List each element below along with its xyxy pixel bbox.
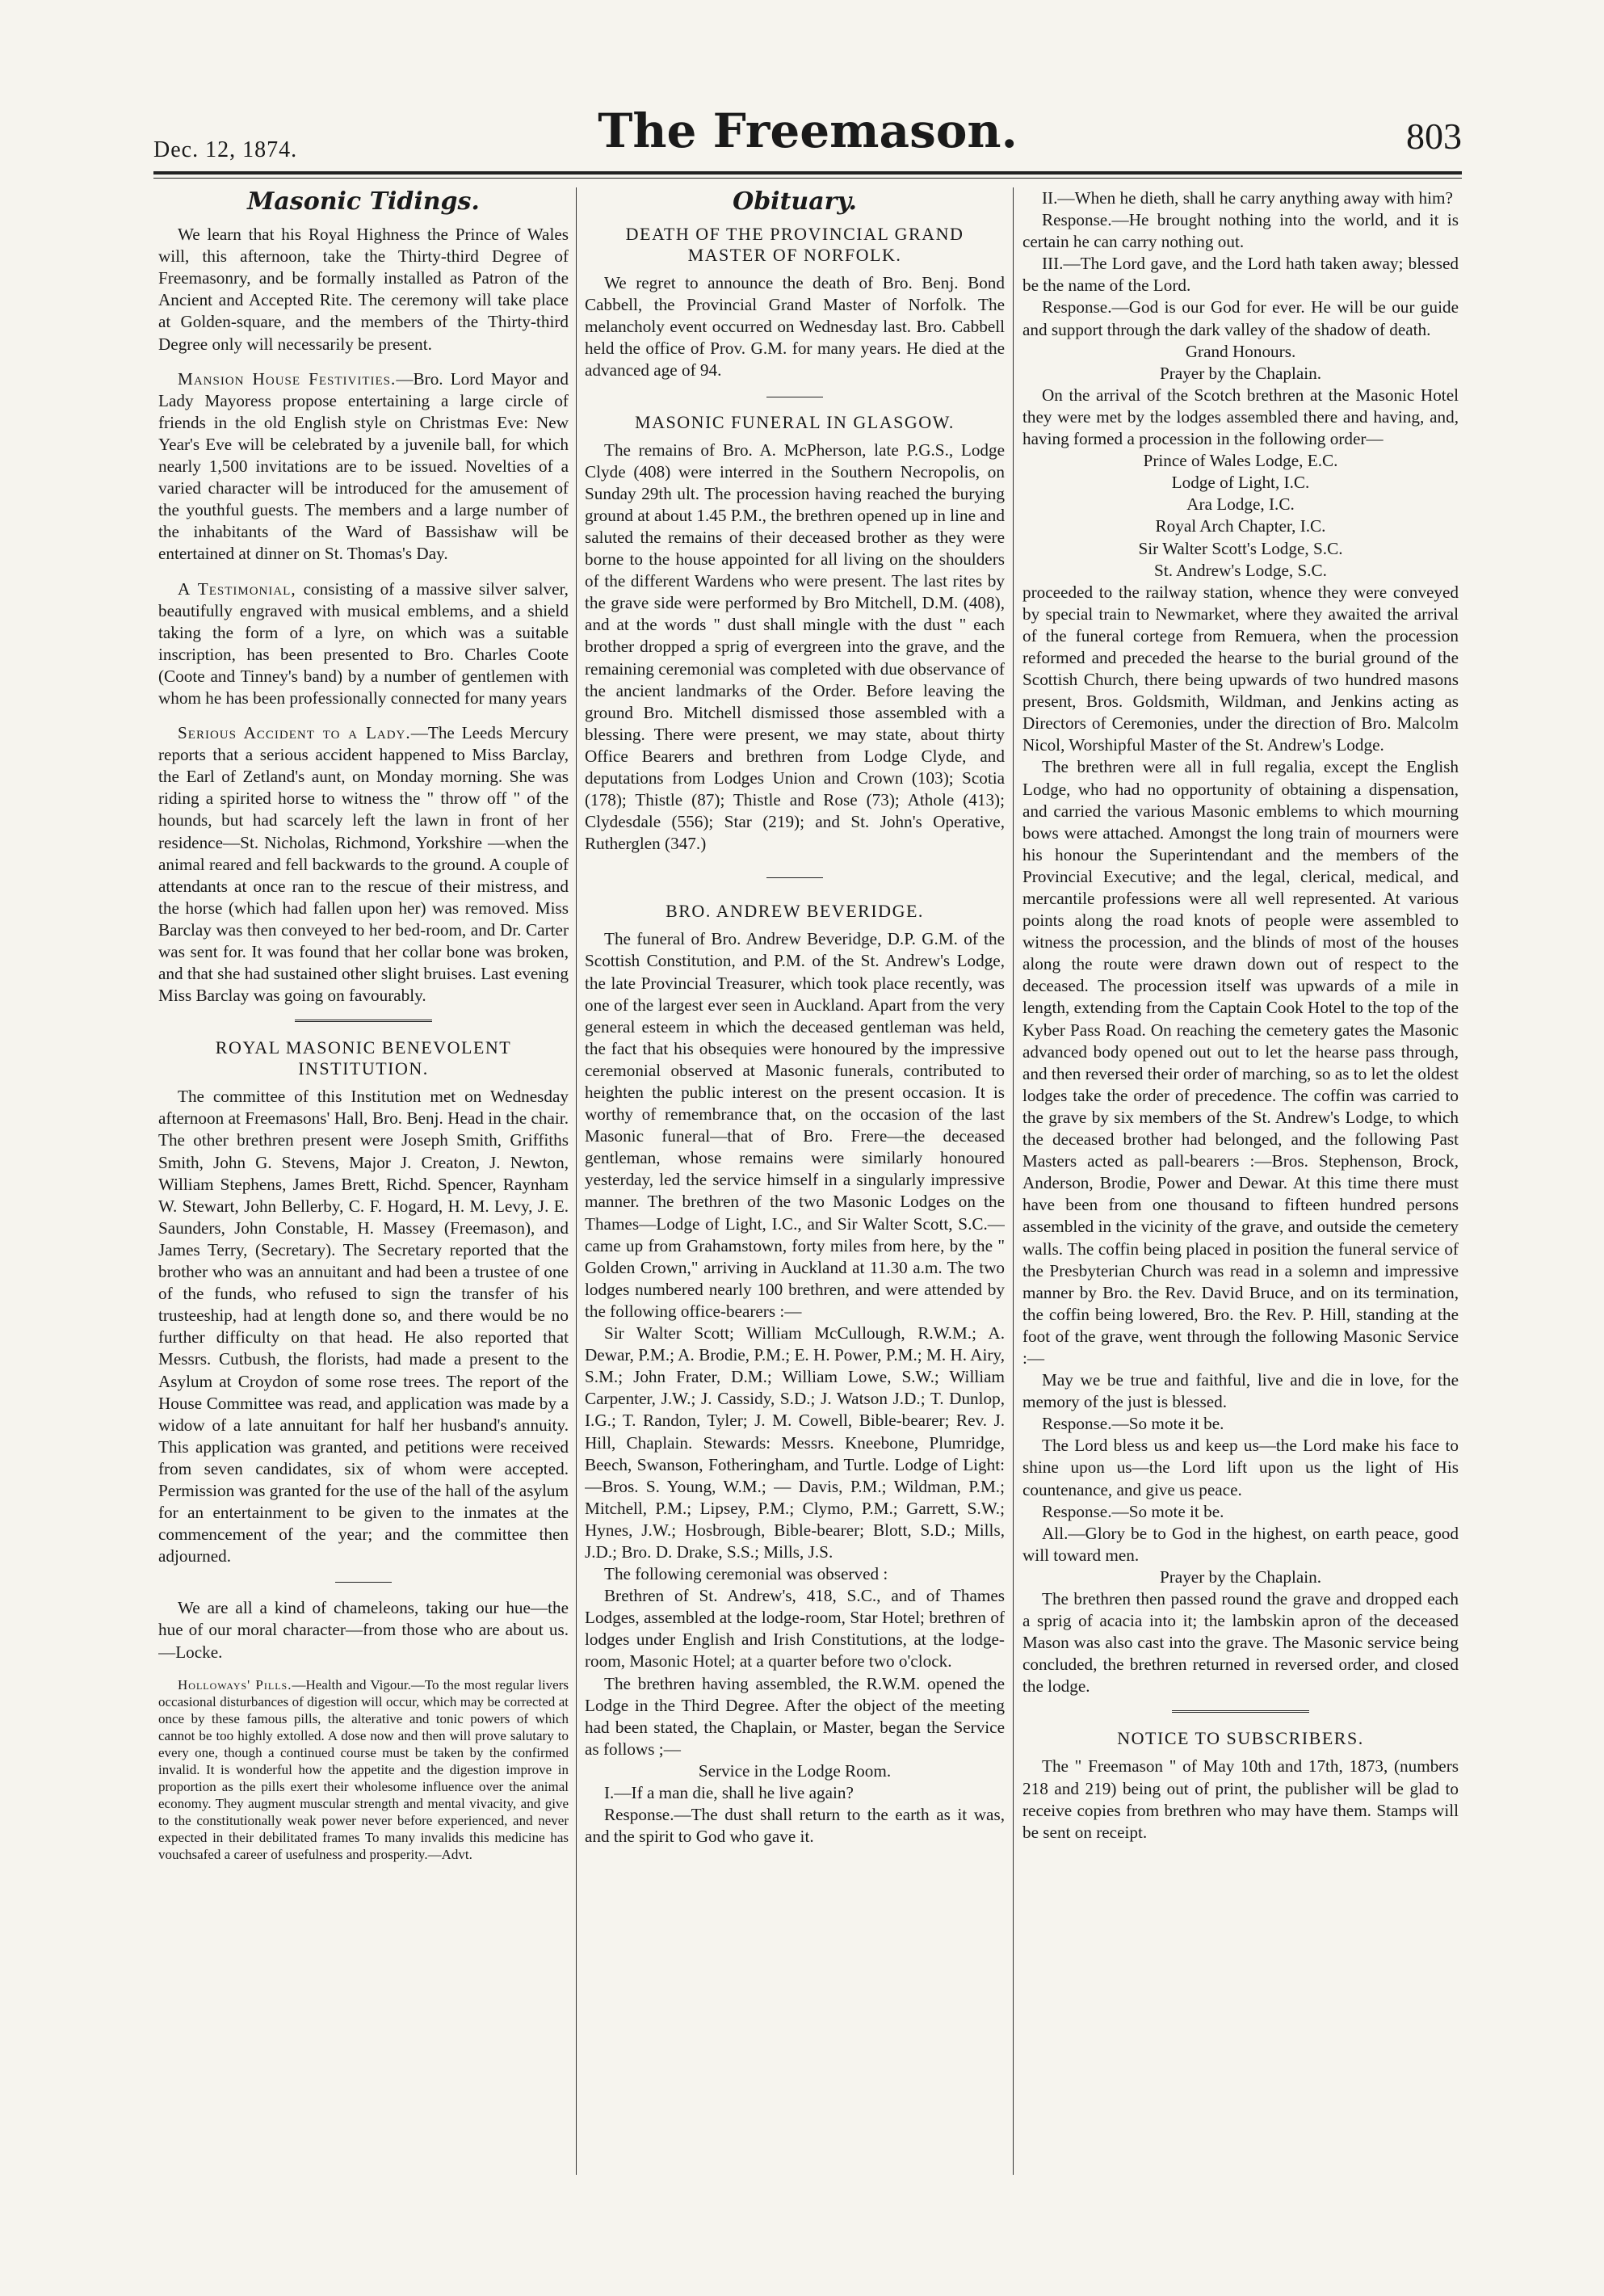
column-divider-2 (1013, 187, 1014, 2175)
service-paragraph: Response.—The dust shall return to the earth as it was, and the spirit to God who gave it. (585, 1805, 1005, 1847)
newspaper-title: The Freemason. (598, 103, 1018, 158)
article-heading-glasgow: MASONIC FUNERAL IN GLASGOW. (635, 411, 955, 432)
service-paragraph: May we be true and faithful, live and die in love, for the memory of the just is blessed. (1022, 1370, 1459, 1412)
column-1 (158, 187, 569, 2175)
beveridge-paragraph: Sir Walter Scott; William McCullough, R.W.M.; A. Dewar, P.M.; A. Brodie, P.M.; E. H. Power, P.M.; M. H. Airy, S.M.; John Frater, D.M.; William Lowe, S.W.; William Carpenter, J.W.; J. Cassidy, S.D.; J. Watson J.D.; T. Dunlop, I.G.; T. Randon, Tyler; J. M. Cowell, Bible-bearer; Rev. J. Hill, Chaplain. Stewards: Messrs. Kneebone, Plumridge, Beech, Swanson, Fotheringham, and Turtle. Lodge of Light:—Bros. S. Young, W.M.; — Davis, P.M.; Wildman, P.M.; Mitchell, P.M.; Lipsey, P.M.; Clymo, P.M.; Garrett, S.W.; Hynes, J.W.; Hosbrough, Bible-bearer; Blott, S.D.; Mills, J.D.; Bro. D. Drake, S.S.; Mills, J.S. (585, 1323, 1005, 1562)
accident-paragraph (158, 722, 569, 1007)
prayer-line: Prayer by the Chaplain. (1159, 363, 1322, 383)
rmbi-paragraph: The committee of this Institution met on Wednesday afternoon at Freemasons' Hall, Bro. Benj. Head in the chair. The other brethren present were Joseph Smith, Griffiths Smith, John G. Stevens, Major J. Creaton, J. Newton, William Stephens, James Brett, Richd. Spencer, Raynham W. Stewart, John Bellerby, C. F. Hogard, H. M. Levy, J. E. Saunders, John Constable, H. Massey (Freemason), and James Terry, (Secretary). The Secretary reported that the brother who was an annuitant and had been a trustee of one of the funds, who refused to sign the transfer of his trusteeship, had at length done so, and there would be no further difficulty on that head. He also reported that Messrs. Cutbush, the florists, had made a present to the Asylum at Croydon of some rose trees. The report of the House Committee was read, and application was made by a widow of a late annuitant for half her husband's annuity. This application was granted, and petitions were received from seven candidates, six of whom were accepted. Permission was granted for the use of the hall of the asylum for an entertainment to be given to the inmates at the commencement of the year; and the committee then adjourned. (158, 1087, 569, 1566)
prayer-line: Prayer by the Chaplain. (1159, 1566, 1322, 1587)
service-paragraph: III.—The Lord gave, and the Lord hath taken away; blessed be the name of the Lord. (1022, 254, 1459, 296)
glasgow-paragraph: The remains of Bro. A. McPherson, late P.G.S., Lodge Clyde (408) were interred in the Southern Necropolis, on Sunday 29th ult. The procession having reached the burying ground at about 1.45 P.M., the brethren opened up in line and saluted the remains of their deceased brother as they were borne to the house appointed for all living on the shoulders of the different Wardens who were present. The last rites by the grave side were performed by Bro Mitchell, D.M. (408), and at the words " dust shall mingle with the dust " each brother dropped a sprig of evergreen into the grave, and the remaining ceremonial was completed with due observance of the ancient landmarks of the Order. Before leaving the ground Bro. Mitchell dismissed those assembled with a blessing. There were present, we may state, about thirty Office Bearers and brethren from Lodge Clyde, and deputations from Lodges Union and Crown (103); Scotia (178); Thistle (87); Thistle and Rose (73); Athole (413); Clydesdale (556); Star (219); and St. John's Operative, Rutherglen (347.) (585, 439, 1005, 854)
masthead (153, 103, 1462, 168)
column-divider-1 (576, 187, 577, 2175)
column-2 (585, 187, 1005, 2175)
beveridge-paragraph: The funeral of Bro. Andrew Beveridge, D.P. G.M. of the Scottish Constitution, and P.M. of the St. Andrew's Lodge, the late Provincial Treasurer, which took place recently, was one of the largest ever seen in Auckland. Apart from the very general esteem in which the deceased gentleman was held, the fact that his obsequies were honoured by the impressive ceremonial observed at Masonic funerals, contributed to heighten the public interest on the present occasion. It is worthy of remembrance that, on the occasion of the last Masonic funeral—that of Bro. Frere—the deceased gentleman, whose remains were similarly honoured yesterday, led the service himself in a singularly impressive manner. The brethren of the two Masonic Lodges on the Thames—Lodge of Light, I.C., and Sir Walter Scott, S.C.—came up from Grahamstown, forty miles from here, by the " Golden Crown," arriving in Auckland at 11.30 a.m. The two lodges numbered nearly 100 brethren, and were attended by the following office-bearers :— (585, 929, 1005, 1321)
beveridge-paragraph: The following ceremonial was observed : (604, 1564, 888, 1584)
procession-item: Ara Lodge, I.C. (1186, 494, 1295, 515)
paragraph-body: consisting of a massive silver salver, beautifully engraved with musical emblems, and a shield taking the form of a lyre, on which was a suitable inscription, has been presented to Bro. Charles Coote (Coote and Tinney's band) by a number of gentlemen with whom he has been professionally connected for many years (158, 578, 569, 708)
section-divider (335, 1582, 392, 1583)
procession-item: Lodge of Light, I.C. (1171, 473, 1310, 493)
closing-paragraph: The brethren then passed round the grave and dropped each a sprig of acacia into it; the lambskin apron of the deceased Mason was also cast into the grave. The Masonic service being concluded, the brethren returned in reversed order, and closed the lodge. (1022, 1589, 1459, 1697)
article-heading-rmbi: ROYAL MASONIC BENEVOLENT INSTITUTION. (215, 1037, 512, 1079)
procession-item: Prince of Wales Lodge, E.C. (1143, 451, 1338, 471)
service-paragraph: I.—If a man die, shall he live again? (604, 1783, 854, 1802)
advert-body: —Health and Vigour.—To the most regular livers occasional disturbances of digestion will occur, which may be corrected at once by these famous pills, the alterative and tonic powers of which cannot be too highly extolled. A dose now and then will prove salutary to every one, though a continued course must be taken by the confirmed invalid. It is wonderful how the appetite and the digestion improve in proportion as the pills exert their wholesome influence over the animal economy. They augment muscular strength and mental vivacity, and give to the constitutionally weak power never before experienced, and never expected in their debilitated frames To many invalids this medicine has vouchsafed a career of usefulness and prosperity.—Advt. (158, 1676, 569, 1862)
notice-paragraph: The " Freemason " of May 10th and 17th, 1873, (numbers 218 and 219) being out of print, the publisher will be glad to receive copies from brethren who may have them. Stamps will be sent on receipt. (1022, 1756, 1459, 1842)
service-paragraph: Response.—So mote it be. (1042, 1501, 1224, 1521)
locke-quote: We are all a kind of chameleons, taking our hue—the hue of our moral character—from those who are about us.—Locke. (158, 1598, 569, 1662)
section-divider (295, 1020, 432, 1024)
article-heading-beveridge: BRO. ANDREW BEVERIDGE. (666, 901, 924, 922)
service-paragraph: II.—When he dieth, shall he carry anything away with him? (1042, 188, 1453, 208)
beveridge-paragraph: Brethren of St. Andrew's, 418, S.C., and of Thames Lodges, assembled at the lodge-room, Star Hotel; brethren of lodges under English and Irish Constitutions, at the lodge-room, Masonic Hotel; at a quarter before two o'clock. (585, 1586, 1005, 1672)
page-number: 803 (1406, 116, 1462, 157)
service-paragraph: Response.—So mote it be. (1042, 1414, 1224, 1434)
procession-paragraph: proceeded to the railway station, whence they were conveyed by special train to Newmarket, where they awaited the arrival of the funeral cortege from Remuera, when the procession reformed and preceded the hearse to the burial ground of the Scottish Church, there being upwards of two hundred masons present, Bros. Goldsmith, Wildman, and Jenkins acting as Directors of Ceremonies, under the direction of Bro. Malcolm Nicol, Worshipful Master of the St. Andrew's Lodge. (1022, 582, 1459, 755)
service-paragraph: The Lord bless us and keep us—the Lord make his face to shine upon us—the Lord lift upon us the light of His countenance, and give us peace. (1022, 1436, 1459, 1499)
column-3 (1022, 187, 1459, 2175)
service-heading: Service in the Lodge Room. (698, 1760, 892, 1781)
procession-item: Sir Walter Scott's Lodge, S.C. (1138, 538, 1343, 558)
paragraph-body: —Bro. Lord Mayor and Lady Mayoress propose entertaining a large circle of friends in the old English style on Christmas Eve: New Year's Eve will be celebrated by a juvenile ball, for which nearly 1,500 invitations are to be issued. Novelties of a varied character will be introduced for the amusement of the youthful guests. The members and a large number of the inhabitants of the Ward of Bassishaw will be entertained at dinner on St. Thomas's Day. (158, 368, 569, 564)
header-rule-thin (153, 178, 1462, 179)
service-paragraph: All.—Glory be to God in the highest, on earth peace, good will toward men. (1022, 1523, 1459, 1565)
testimonial-paragraph (158, 578, 569, 710)
holloway-advert (158, 1676, 569, 1863)
tidings-paragraph: We learn that his Royal Highness the Prince of Wales will, this afternoon, take the Thirty-third Degree of Freemasonry, and be formally installed as Patron of the Ancient and Accepted Rite. The ceremony will take place at Golden-square, and the members of the Thirty-third Degree only will necessarily be present. (158, 225, 569, 354)
header-rule (153, 171, 1462, 175)
paragraph-lead: A Testimonial, (178, 578, 296, 599)
regalia-paragraph: The brethren were all in full regalia, except the English Lodge, who had no opportunity of obtaining a dispensation, and carried the various Masonic emblems to which mourning bows were attached. Amongst the long train of mourners were his honour the Superintendant and the members of the Provincial Executive; and the legal, clerical, medical, and mercantile professions were all well represented. At various points along the road knots of people were assembled to witness the procession, and the blinds of most of the houses along the route were drawn down out of respect to the deceased. The procession itself was upwards of a mile in length, extending from the Captain Cook Hotel to the top of the Kyber Pass Road. On reaching the cemetery gates the Masonic advanced body opened out out to let the hearse pass through, and then reversed their order of marching, so as to let the oldest lodges take the order of precedence. The coffin was carried to the grave by six members of the St. Andrew's Lodge, to which the deceased brother had belonged, and the following Past Masters acted as pall-bearers :—Bros. Stephenson, Brock, Anderson, Brodie, Power and Dewar. At this time there must have been from one thousand to fifteen hundred persons assembled in the vicinity of the grave, and outside the cemetery walls. The coffin being placed in position the funeral service of the Presbyterian Church was read in a solemn and impressive manner by Bro. the Rev. David Bruce, and on its termination, the coffin being lowered, Bro. the Rev. P. Hill, standing at the foot of the grave, went through the following Masonic Service :— (1022, 757, 1459, 1368)
procession-item: Royal Arch Chapter, I.C. (1155, 516, 1326, 536)
service-paragraph: Response.—God is our God for ever. He will be our guide and support through the dark valley of the shadow of death. (1022, 297, 1459, 339)
mansion-house-paragraph (158, 368, 569, 566)
advert-lead: Holloways' Pills. (178, 1676, 292, 1693)
paragraph-body: —The Leeds Mercury reports that a serious accident happened to Miss Barclay, the Earl of Zetland's aunt, on Monday morning. She was riding a spirited horse to witness the " throw off " of the hounds, but had scarcely left the lawn in front of her residence—St. Nicholas, Richmond, Yorkshire —when the animal reared and fell backwards to the ground. A couple of attendants at once ran to the rescue of their mistress, and the horse (which had fallen upon her) was removed. Miss Barclay was then conveyed to her bed-room, and Dr. Carter was sent for. It was found that her collar bone was broken, and that she had sustained other slight bruises. Last evening Miss Barclay was going on favourably. (158, 723, 569, 1006)
section-title-masonic-tidings: Masonic Tidings. (247, 187, 480, 216)
grand-honours: Grand Honours. (1185, 341, 1296, 361)
procession-item: St. Andrew's Lodge, S.C. (1154, 560, 1327, 580)
issue-date: Dec. 12, 1874. (153, 137, 298, 162)
paragraph-lead: Mansion House Festivities. (178, 368, 397, 389)
section-divider (1172, 1710, 1309, 1715)
norfolk-paragraph: We regret to announce the death of Bro. Benj. Bond Cabbell, the Provincial Grand Master of Norfolk. The melancholy event occurred on Wednesday last. Bro. Cabbell held the office of Prov. G.M. for many years. He died at the advanced age of 94. (585, 273, 1005, 381)
section-divider (766, 877, 823, 878)
service-paragraph: Response.—He brought nothing into the world, and it is certain he can carry nothing out. (1022, 210, 1459, 252)
section-title-obituary: Obituary. (733, 187, 857, 216)
article-heading-norfolk: DEATH OF THE PROVINCIAL GRAND MASTER OF NORFOLK. (625, 224, 964, 266)
paragraph-lead: Serious Accident to a Lady. (178, 723, 411, 743)
arrival-paragraph: On the arrival of the Scotch brethren at the Masonic Hotel they were met by the lodges assembled there and having, and, having formed a procession in the following order— (1022, 385, 1459, 449)
article-heading-notice: NOTICE TO SUBSCRIBERS. (1117, 1728, 1364, 1749)
beveridge-paragraph: The brethren having assembled, the R.W.M. opened the Lodge in the Third Degree. After the object of the meeting had been stated, the Chaplain, or Master, began the Service as follows ;— (585, 1673, 1005, 1759)
